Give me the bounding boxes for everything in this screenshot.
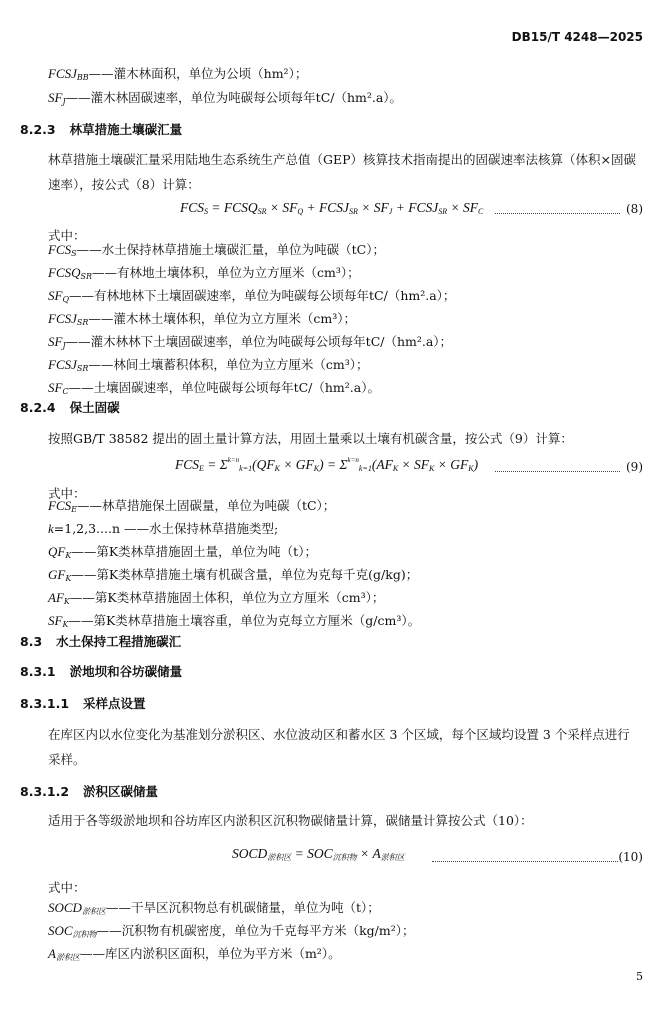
definition-line xyxy=(48,565,420,588)
definition-text: ——第K类林草措施固土体积，单位为立方厘米（cm³）； xyxy=(69,590,385,605)
section-title: 水土保持工程措施碳汇 xyxy=(56,634,182,649)
section-title: 保土固碳 xyxy=(69,400,120,415)
symbol: FCSJ xyxy=(48,311,77,326)
definition-text: ——灌木林林下土壤固碳速率，单位为吨碳每公顷每年tC/（hm².a）； xyxy=(65,334,453,349)
section-number: 8.3.1 xyxy=(20,664,56,679)
definition-text: ——土壤固碳速率，单位吨碳每公顷每年tC/（hm².a）。 xyxy=(68,380,380,395)
symbol-subscript: E xyxy=(71,505,77,514)
section-paragraph: 在库区内以水位变化为基准划分淤积区、水位波动区和蓄水区 3 个区域，每个区域均设置 3 个采样点进行采样。 xyxy=(48,727,630,767)
definition-text: ——干旱区沉积物总有机碳储量，单位为吨（t）； xyxy=(105,900,380,915)
definition-text: ——水土保持林草措施土壤碳汇量，单位为吨碳（tC）； xyxy=(76,242,385,257)
section-number: 8.3.1.2 xyxy=(20,784,70,799)
definition-text: ——第K类林草措施固土量，单位为吨（t）； xyxy=(71,544,317,559)
section-number: 8.3 xyxy=(20,634,43,649)
definition-text: =1,2,3....n ——水土保持林草措施类型; xyxy=(53,521,279,536)
definition-line xyxy=(48,898,414,921)
symbol-subscript: 淤积区 xyxy=(55,953,80,962)
formula-number: (9) xyxy=(626,460,643,474)
section-heading-8-3-1 xyxy=(20,662,182,680)
symbol-subscript: SR xyxy=(76,318,89,327)
symbol: FCSJ xyxy=(48,357,77,372)
symbol-subscript: SR xyxy=(76,364,89,373)
where-label: 式中： xyxy=(48,228,86,243)
formula-number: (8) xyxy=(626,202,643,216)
symbol-subscript: J xyxy=(62,341,66,350)
leader-dots xyxy=(495,470,620,472)
formula-9: $FCS_E = \Sigma^{^{k=n}}_{k=1}(QF_K \times GF_K) = \Sigma^{^{k=n}}_{k=1}(AF_K \times SF_K \times GF_K)$ xyxy=(175,456,479,473)
formula-8: $FCS_S$ = $FCSQ_{SR} \times SF_Q$ + $FCSJ_{SR} \times SF_J$ + $FCSJ_{SR} \times SF_C$ xyxy=(180,200,484,216)
leader-dots xyxy=(432,860,618,862)
definitions-list xyxy=(48,898,414,967)
section-heading-8-2-3 xyxy=(20,120,182,138)
definition-line xyxy=(48,286,455,309)
section-paragraph: 林草措施土壤碳汇量采用陆地生态系统生产总值（GEP）核算技术指南提出的固碳速率法核算（体积×固碳速率），按公式（8）计算： xyxy=(48,152,636,192)
definition-text: ——库区内淤积区面积，单位为平方米（m²）。 xyxy=(79,946,341,961)
symbol-subscript: 淤积区 xyxy=(81,907,106,916)
definition-line xyxy=(48,240,455,263)
definition-text: ——林间土壤蓄积体积，单位为立方厘米（cm³）； xyxy=(88,357,369,372)
symbol: A xyxy=(48,946,56,961)
symbol: FCS xyxy=(48,242,72,257)
section-heading-8-3-1-2 xyxy=(20,782,158,800)
symbol: FCSJ xyxy=(48,66,77,81)
definitions-list xyxy=(48,496,420,634)
leader-dots xyxy=(495,212,620,214)
symbol: SF xyxy=(48,334,63,349)
symbol-subscript: C xyxy=(62,387,69,396)
definition-line xyxy=(48,588,420,611)
section-heading-8-2-4 xyxy=(20,398,120,416)
where-label: 式中： xyxy=(48,486,86,501)
definition-line xyxy=(48,355,455,378)
definition-text: ——第K类林草措施土壤有机碳含量，单位为克每千克(g/kg)； xyxy=(71,567,419,582)
where-label: 式中： xyxy=(48,880,86,895)
symbol-subscript: J xyxy=(62,97,66,106)
definition-text: ——第K类林草措施土壤容重，单位为克每立方厘米（g/cm³）。 xyxy=(68,613,421,628)
section-number: 8.3.1.1 xyxy=(20,696,70,711)
section-heading-8-3 xyxy=(20,632,181,650)
symbol: FCSQ xyxy=(48,265,81,280)
symbol-subscript: Q xyxy=(62,295,70,304)
symbol: QF xyxy=(48,544,66,559)
symbol-subscript: 沉积物 xyxy=(72,930,97,939)
definition-line xyxy=(48,263,455,286)
symbol: SOC xyxy=(48,923,73,938)
symbol-subscript: K xyxy=(65,551,72,560)
formula-number: (10) xyxy=(618,850,643,864)
symbol: FCS xyxy=(48,498,72,513)
symbol-subscript: S xyxy=(71,249,77,258)
section-title: 淤积区碳储量 xyxy=(83,784,159,799)
section-title: 林草措施土壤碳汇量 xyxy=(69,122,183,137)
symbol-subscript: K xyxy=(65,574,72,583)
symbol: SF xyxy=(48,613,63,628)
section-title: 淤地坝和谷坊碳储量 xyxy=(69,664,183,679)
section-number: 8.2.3 xyxy=(20,122,56,137)
document-id: DB15/T 4248—2025 xyxy=(511,30,643,44)
symbol: SOCD xyxy=(48,900,82,915)
symbol: AF xyxy=(48,590,64,605)
definition-line xyxy=(48,332,455,355)
section-heading-8-3-1-1 xyxy=(20,694,146,712)
definitions-list xyxy=(48,240,455,401)
symbol-subscript: SR xyxy=(80,272,93,281)
definition-text: ——有林地林下土壤固碳速率，单位为吨碳每公顷每年tC/（hm².a）； xyxy=(69,288,456,303)
definition-text: ——灌木林固碳速率，单位为吨碳每公顷每年tC/（hm².a）。 xyxy=(65,90,403,105)
symbol-subscript: BB xyxy=(76,73,89,82)
definition-text: ——林草措施保土固碳量，单位为吨碳（tC）； xyxy=(76,498,336,513)
definition-line xyxy=(48,519,420,542)
definition-line xyxy=(48,309,455,332)
formula-10: $SOCD_{淤积区} = SOC_{沉积物} \times A_{淤积区}$ xyxy=(232,846,405,862)
page-number: 5 xyxy=(636,970,643,983)
symbol: k xyxy=(48,521,54,536)
symbol-subscript: K xyxy=(62,620,69,629)
section-title: 采样点设置 xyxy=(83,696,146,711)
symbol: SF xyxy=(48,90,63,105)
definition-line xyxy=(48,542,420,565)
definition-line xyxy=(48,944,414,967)
symbol: SF xyxy=(48,380,63,395)
definition-text: ——灌木林面积，单位为公顷（hm²）； xyxy=(88,66,308,81)
definition-line xyxy=(48,64,307,82)
definition-text: ——有林地土壤体积，单位为立方厘米（cm³）； xyxy=(92,265,360,280)
symbol: SF xyxy=(48,288,63,303)
symbol: GF xyxy=(48,567,66,582)
definition-line xyxy=(48,496,420,519)
definition-text: ——灌木林土壤体积，单位为立方厘米（cm³）； xyxy=(88,311,357,326)
definition-line xyxy=(48,611,420,634)
definition-text: ——沉积物有机碳密度，单位为千克每平方米（kg/m²）； xyxy=(96,923,415,938)
definition-line xyxy=(48,921,414,944)
definition-line xyxy=(48,88,402,106)
section-paragraph: 适用于各等级淤地坝和谷坊库区内淤积区沉积物碳储量计算，碳储量计算按公式（10）： xyxy=(48,813,533,828)
symbol-subscript: K xyxy=(63,597,70,606)
section-paragraph: 按照GB/T 38582 提出的固土量计算方法，用固土量乘以土壤有机碳含量，按公式（9）计算： xyxy=(48,431,573,446)
section-number: 8.2.4 xyxy=(20,400,56,415)
